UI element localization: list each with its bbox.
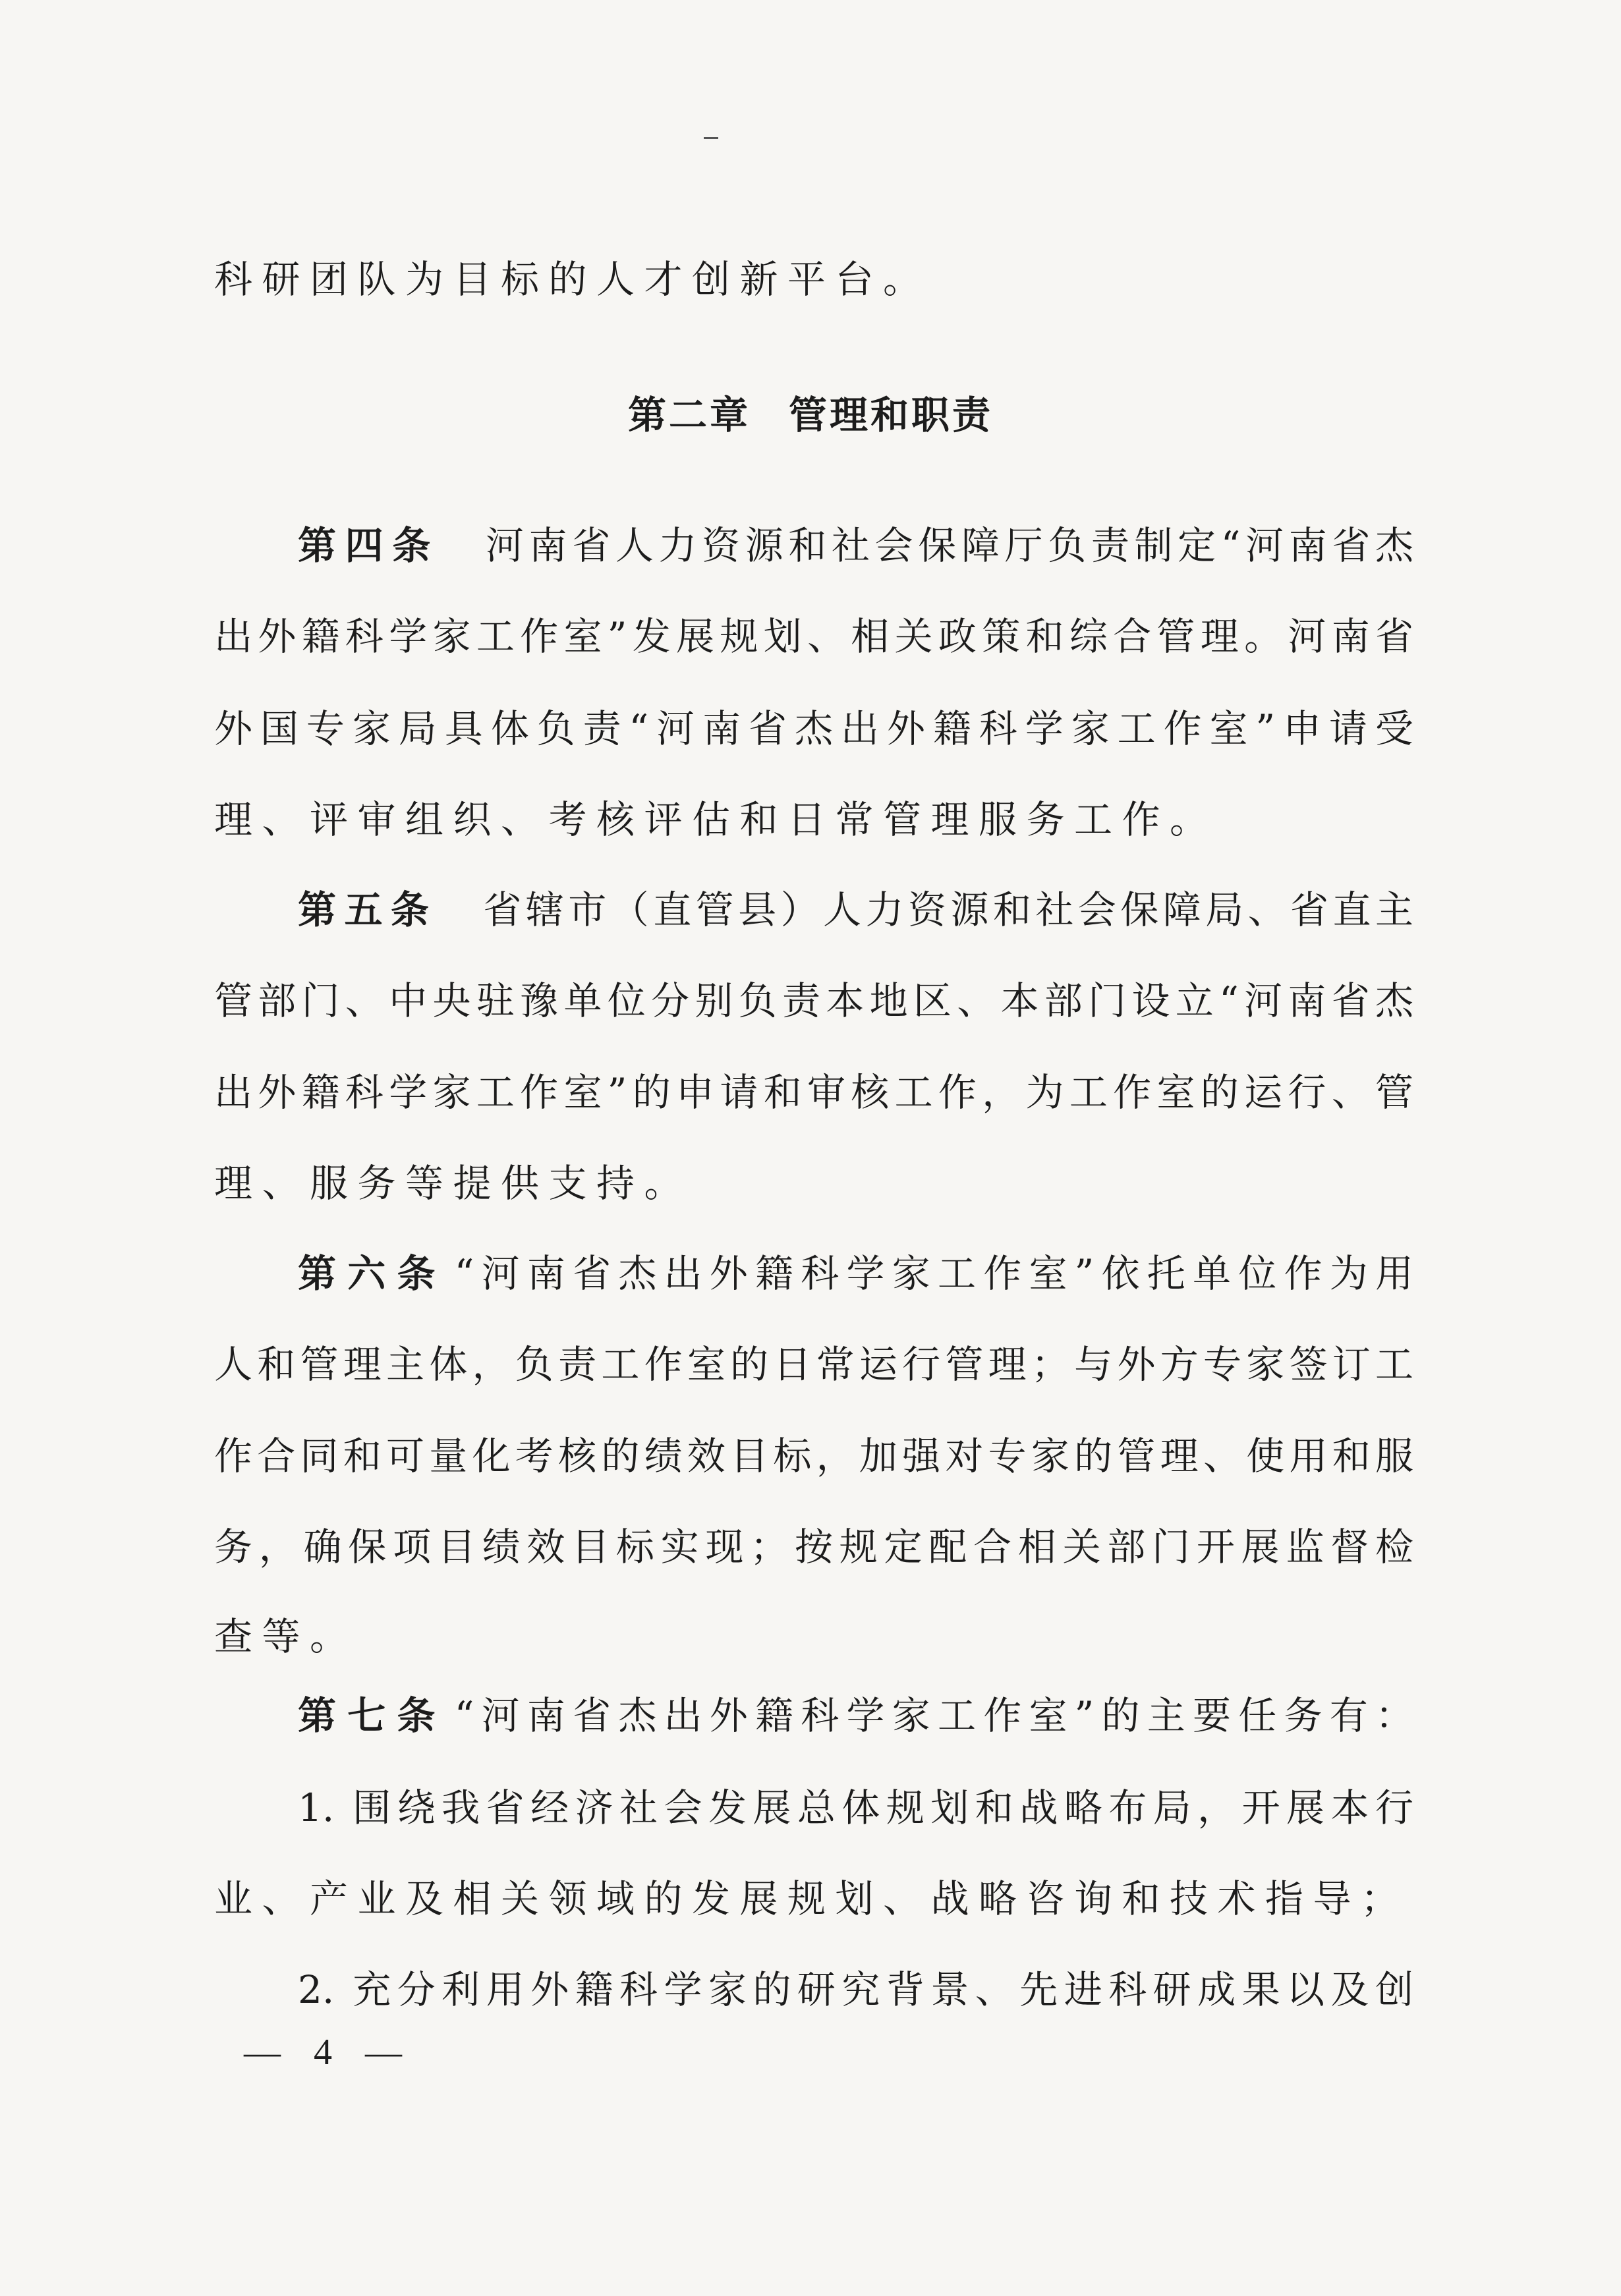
paragraph-line: 出外籍科学家工作室”的申请和审核工作，为工作室的运行、管 [214, 1070, 1413, 1115]
article-text: 河南省人力资源和社会保障厅负责制定“河南省杰 [485, 523, 1413, 568]
paragraph-line: 管部门、中央驻豫单位分别负责本地区、本部门设立“河南省杰 [214, 978, 1413, 1023]
article-text: 省辖市（直管县）人力资源和社会保障局、省直主 [483, 887, 1413, 932]
article-6-first-line [298, 1250, 1413, 1297]
chapter-number: 第二章 [627, 393, 751, 437]
continuation-line: 科研团队为目标的人才创新平台。 [214, 257, 931, 302]
chapter-title: 管理和职责 [789, 393, 994, 437]
article-5-first-line [298, 886, 1413, 934]
article-text: “河南省杰出外籍科学家工作室”依托单位作为用 [454, 1251, 1413, 1296]
paragraph-line: 理、服务等提供支持。 [214, 1161, 693, 1206]
article-4-first-line [298, 522, 1413, 569]
chapter-heading [0, 391, 1621, 439]
paragraph-line: 业、产业及相关领域的发展规划、战略咨询和技术指导； [214, 1876, 1409, 1921]
paragraph-line: 出外籍科学家工作室”发展规划、相关政策和综合管理。河南省 [214, 614, 1413, 659]
page-number: — 4 — [244, 2032, 414, 2073]
article-7-first-line [298, 1692, 1413, 1739]
paragraph-line: 查等。 [214, 1614, 358, 1659]
paragraph-line: 作合同和可量化考核的绩效目标，加强对专家的管理、使用和服 [214, 1434, 1413, 1478]
list-item-2: 2. 充分利用外籍科学家的研究背景、先进科研成果以及创 [298, 1967, 1413, 2012]
article-label: 第七条 [298, 1693, 447, 1738]
paragraph-line: 人和管理主体，负责工作室的日常运行管理；与外方专家签订工 [214, 1342, 1413, 1387]
article-text: “河南省杰出外籍科学家工作室”的主要任务有： [454, 1693, 1413, 1738]
scan-mark [704, 137, 718, 139]
article-label: 第四条 [298, 523, 440, 568]
paragraph-line: 理、评审组织、考核评估和日常管理服务工作。 [214, 797, 1218, 842]
list-item-1: 1. 围绕我省经济社会发展总体规划和战略布局，开展本行 [298, 1785, 1413, 1830]
article-label: 第五条 [298, 887, 438, 932]
paragraph-line: 务，确保项目绩效目标实现；按规定配合相关部门开展监督检 [214, 1525, 1413, 1569]
paragraph-line: 外国专家局具体负责“河南省杰出外籍科学家工作室”申请受 [214, 706, 1413, 751]
article-label: 第六条 [298, 1251, 447, 1296]
